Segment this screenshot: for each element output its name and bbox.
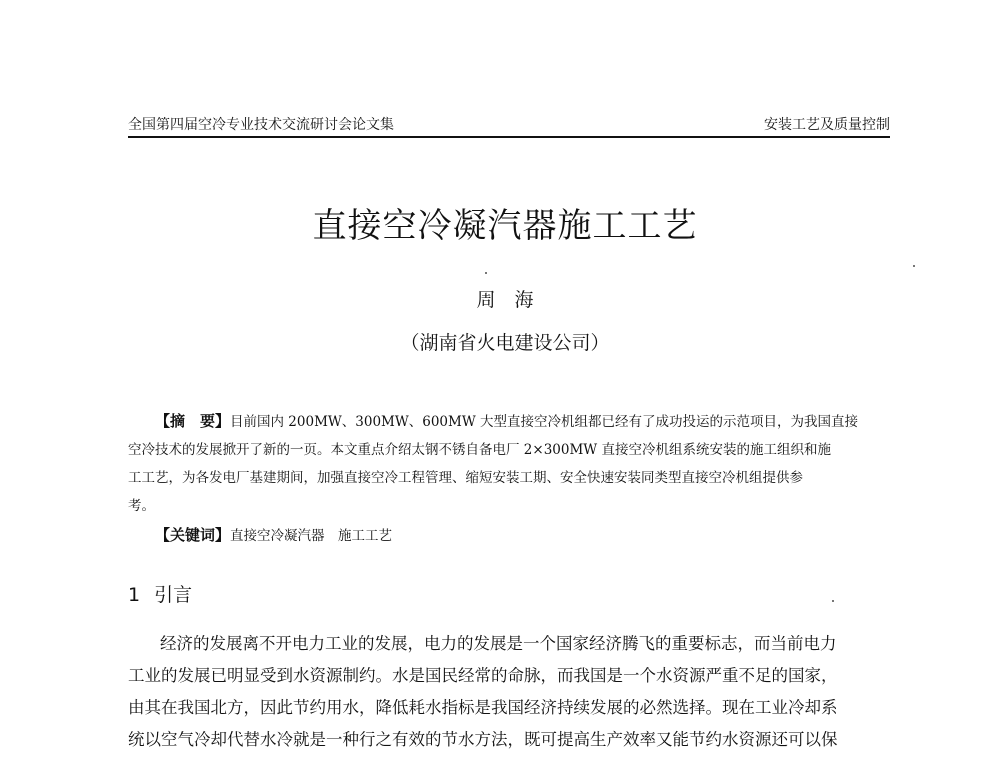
keywords-line [155, 524, 392, 545]
abstract-line: 考。 [128, 498, 155, 514]
running-header [128, 114, 890, 138]
author-affiliation: （湖南省火电建设公司） [400, 332, 610, 354]
keywords-label: 【关键词】 [155, 526, 231, 544]
body-text-line: 经济的发展离不开电力工业的发展，电力的发展是一个国家经济腾飞的重要标志，而当前电力 [160, 634, 837, 653]
body-text-line: 由其在我国北方，因此节约用水，降低耗水指标是我国经济持续发展的必然选择。现在工业冷却系 [128, 698, 838, 717]
abstract-line: 空冷技术的发展掀开了新的一页。本文重点介绍太钢不锈自备电厂 2×300MW 直接空冷机组系统安装的施工组织和施 [128, 442, 831, 458]
author-name: 周 海 [476, 289, 534, 311]
scan-speck [485, 272, 487, 274]
section-title: 引言 [154, 584, 193, 606]
paper-title: 直接空冷凝汽器施工工艺 [312, 206, 698, 246]
keywords-text: 直接空冷凝汽器 施工工艺 [230, 528, 393, 544]
abstract-line [155, 410, 890, 431]
abstract-label: 【摘 要】 [155, 412, 231, 430]
abstract-line: 工工艺，为各发电厂基建期间，加强直接空冷工程管理、缩短安装工期、安全快速安装同类型直接空冷机组提供参 [128, 470, 803, 486]
section-heading [128, 580, 192, 607]
header-section-name: 安装工艺及质量控制 [764, 117, 890, 133]
body-text-line: 工业的发展已明显受到水资源制约。水是国民经常的命脉，而我国是一个水资源严重不足的国家， [128, 666, 838, 685]
scan-speck [832, 600, 834, 602]
scan-speck [913, 265, 915, 267]
section-number: 1 [128, 584, 141, 606]
header-proceedings-title: 全国第四届空冷专业技术交流研讨会论文集 [128, 117, 394, 133]
body-text-line: 统以空气冷却代替水冷就是一种行之有效的节水方法，既可提高生产效率又能节约水资源还可以保 [128, 730, 838, 749]
abstract-text: 目前国内 200MW、300MW、600MW 大型直接空冷机组都已经有了成功投运的示范项目，为我国直接 [230, 414, 858, 430]
